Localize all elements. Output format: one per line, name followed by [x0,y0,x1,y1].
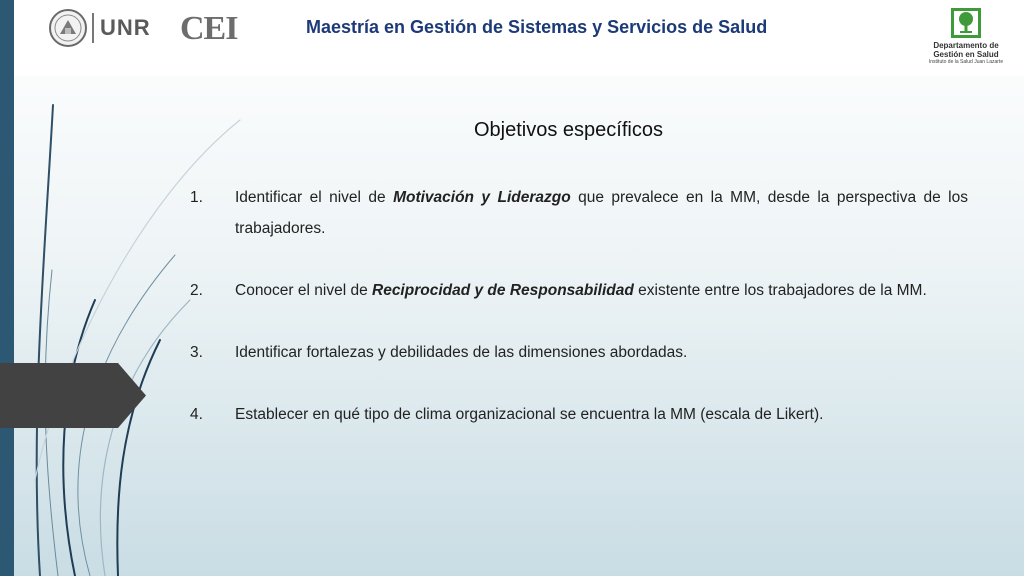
arrow-tab [0,363,146,428]
objective-text [235,189,968,237]
dept-line1: Departamento de [933,41,999,50]
objective-text [235,344,687,361]
objective-item [190,182,968,244]
objectives-list [190,182,968,461]
header-title: Maestría en Gestión de Sistemas y Servicios de Salud [306,17,768,37]
objective-text-end: existente entre los trabajadores de la MM. [633,282,927,299]
objective-text-end: que prevalece en la MM, desde la perspectiva de los trabajadores. [235,189,969,237]
objective-text-start: Identificar fortalezas y debilidades de las dimensiones abordadas. [235,344,688,361]
objective-number: 1. [190,189,203,206]
objective-item [190,275,968,306]
objective-emphasis: Motivación y Liderazgo [393,189,571,206]
dept-line2: Gestión en Salud [933,50,999,59]
left-accent-bar [0,0,14,576]
objective-item [190,337,968,368]
objective-text-start: Establecer en qué tipo de clima organizacional se encuentra la MM (escala de Likert). [235,406,824,423]
objective-emphasis: Reciprocidad y de Responsabilidad [372,282,634,299]
tree-icon [950,7,982,39]
cei-logo: CEI [180,10,238,47]
objective-text [235,282,927,299]
header-band [14,0,1024,76]
objective-text-start: Identificar el nivel de [235,189,394,206]
slide-title: Objetivos específicos [474,119,663,141]
dept-line3: Instituto de la Salud Juan Lazarte [928,59,1004,65]
objective-number: 3. [190,344,203,361]
unr-logo-text: UNR [100,15,151,40]
unr-separator [92,13,94,43]
dept-logo [908,0,1024,76]
unr-logo [48,8,151,48]
objective-text [235,406,823,423]
unr-seal-icon [48,8,88,48]
objective-number: 4. [190,406,203,423]
objective-item [190,399,968,430]
objective-number: 2. [190,282,203,299]
objective-text-start: Conocer el nivel de [235,282,372,299]
